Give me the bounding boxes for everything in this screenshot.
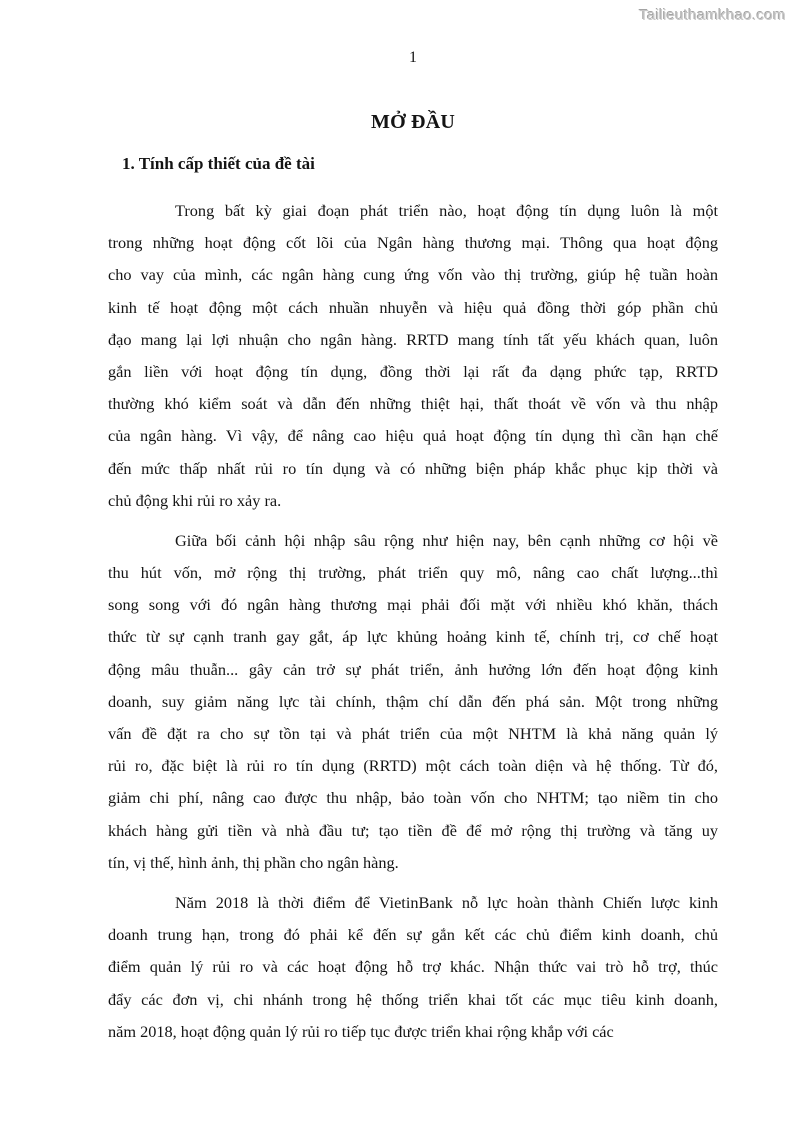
text-line: điểm quản lý rủi ro và các hoạt động hỗ trợ khác. Nhận thức vai trò hỗ trợ, thúc xyxy=(108,957,718,977)
page-content xyxy=(108,0,718,1056)
paragraph xyxy=(108,195,718,517)
text-line: gắn liền với hoạt động tín dụng, đồng thời lại rất đa dạng phức tạp, RRTD xyxy=(108,361,718,381)
document-body xyxy=(108,195,718,1048)
text-line: doanh trung hạn, trong đó phải kể đến sự gắn kết các chủ điểm kinh doanh, chủ xyxy=(108,925,718,945)
text-line: Trong bất kỳ giai đoạn phát triển nào, hoạt động tín dụng luôn là một xyxy=(175,201,718,220)
text-line: năm 2018, hoạt động quản lý rủi ro tiếp tục được triển khai rộng khắp với các xyxy=(108,1021,614,1041)
page-number: 1 xyxy=(409,49,417,66)
text-line: chủ động khi rủi ro xảy ra. xyxy=(108,490,282,510)
text-line: đến mức thấp nhất rủi ro tín dụng và có những biện pháp khắc phục kịp thời và xyxy=(108,458,718,478)
watermark: Tailieuthamkhao.com xyxy=(639,7,786,24)
text-line: động mâu thuẫn... gây cản trở sự phát triển, ảnh hưởng lớn đến hoạt động kinh xyxy=(108,659,718,679)
text-line: cho vay của mình, các ngân hàng cung ứng vốn vào thị trường, giúp hệ tuần hoàn xyxy=(108,265,718,285)
text-line: của ngân hàng. Vì vậy, để nâng cao hiệu quả hoạt động tín dụng thì cần hạn chế xyxy=(108,426,718,446)
text-line: thu hút vốn, mở rộng thị trường, phát triển quy mô, nâng cao chất lượng...thì xyxy=(108,563,718,583)
text-line: đạo mang lại lợi nhuận cho ngân hàng. RRTD mang tính tất yếu khách quan, luôn xyxy=(108,329,718,349)
paragraph xyxy=(108,887,718,1048)
text-line: trong những hoạt động cốt lõi của Ngân hàng thương mại. Thông qua hoạt động xyxy=(108,233,718,253)
text-line: kinh tế hoạt động một cách nhuần nhuyễn và hiệu quả đồng thời góp phần chủ xyxy=(108,297,718,317)
text-line: doanh, suy giảm năng lực tài chính, thậm chí dẫn đến phá sản. Một trong những xyxy=(108,691,718,711)
text-line: rủi ro, đặc biệt là rủi ro tín dụng (RRTD) một cách toàn diện và hệ thống. Từ đó, xyxy=(108,756,718,776)
text-line: vấn đề đặt ra cho sự tồn tại và phát triển của một NHTM là khả năng quản lý xyxy=(108,724,718,743)
text-line: song song với đó ngân hàng thương mại phải đối mặt với nhiều khó khăn, thách xyxy=(108,595,718,615)
section-heading: 1. Tính cấp thiết của đề tài xyxy=(122,154,315,173)
text-line: đẩy các đơn vị, chi nhánh trong hệ thống triển khai tốt các mục tiêu kinh doanh, xyxy=(108,989,718,1009)
text-line: Năm 2018 là thời điểm để VietinBank nỗ lực hoàn thành Chiến lược kinh xyxy=(175,892,718,912)
text-line: thức từ sự cạnh tranh gay gắt, áp lực khủng hoảng kinh tế, chính trị, cơ chế hoạt xyxy=(108,627,718,647)
text-line: Giữa bối cảnh hội nhập sâu rộng như hiện nay, bên cạnh những cơ hội về xyxy=(175,530,718,550)
page-title: MỞ ĐẦU xyxy=(371,111,455,133)
text-line: khách hàng gửi tiền và nhà đầu tư; tạo tiền đề để mở rộng thị trường và tăng uy xyxy=(108,820,718,840)
paragraph xyxy=(108,525,718,879)
text-line: tín, vị thế, hình ảnh, thị phần cho ngân hàng. xyxy=(108,852,399,872)
text-line: giảm chi phí, nâng cao được thu nhập, bảo toàn vốn cho NHTM; tạo niềm tin cho xyxy=(108,788,718,808)
text-line: thường khó kiểm soát và dẫn đến những thiệt hại, thất thoát về vốn và thu nhập xyxy=(108,394,718,414)
